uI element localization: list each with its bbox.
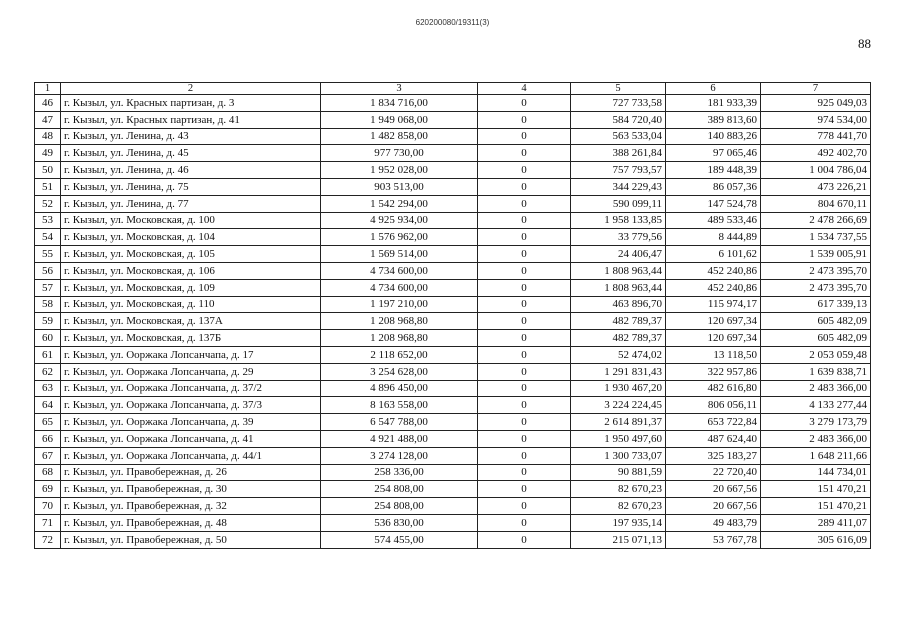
amount-cell: 1 482 858,00: [321, 128, 478, 145]
amount-cell: 2 483 366,00: [761, 380, 871, 397]
amount-cell: 2 473 395,70: [761, 262, 871, 279]
zero-cell: 0: [478, 128, 571, 145]
address-cell: г. Кызыл, ул. Правобережная, д. 48: [61, 514, 321, 531]
amount-cell: 977 730,00: [321, 145, 478, 162]
table-row: [35, 430, 871, 447]
column-header: 4: [478, 83, 571, 95]
zero-cell: 0: [478, 246, 571, 263]
amount-cell: 1 576 962,00: [321, 229, 478, 246]
address-cell: г. Кызыл, ул. Ленина, д. 43: [61, 128, 321, 145]
table-row: [35, 111, 871, 128]
amount-cell: 4 925 934,00: [321, 212, 478, 229]
amount-cell: 605 482,09: [761, 330, 871, 347]
address-cell: г. Кызыл, ул. Правобережная, д. 30: [61, 481, 321, 498]
amount-cell: 563 533,04: [571, 128, 666, 145]
amount-cell: 1 542 294,00: [321, 195, 478, 212]
page-number: 88: [858, 36, 871, 51]
zero-cell: 0: [478, 313, 571, 330]
amount-cell: 52 474,02: [571, 346, 666, 363]
amount-cell: 197 935,14: [571, 514, 666, 531]
amount-cell: 181 933,39: [666, 95, 761, 112]
address-cell: г. Кызыл, ул. Московская, д. 106: [61, 262, 321, 279]
column-header: 6: [666, 83, 761, 95]
amount-cell: 617 339,13: [761, 296, 871, 313]
address-cell: г. Кызыл, ул. Ооржака Лопсанчапа, д. 29: [61, 363, 321, 380]
row-number: 53: [35, 212, 61, 229]
address-cell: г. Кызыл, ул. Правобережная, д. 32: [61, 498, 321, 515]
amount-cell: 1 952 028,00: [321, 162, 478, 179]
amount-cell: 8 163 558,00: [321, 397, 478, 414]
amount-cell: 1 291 831,43: [571, 363, 666, 380]
zero-cell: 0: [478, 195, 571, 212]
zero-cell: 0: [478, 162, 571, 179]
amount-cell: 144 734,01: [761, 464, 871, 481]
amount-cell: 1 569 514,00: [321, 246, 478, 263]
zero-cell: 0: [478, 380, 571, 397]
row-number: 69: [35, 481, 61, 498]
amount-cell: 487 624,40: [666, 430, 761, 447]
table-row: [35, 514, 871, 531]
zero-cell: 0: [478, 212, 571, 229]
amount-cell: 6 101,62: [666, 246, 761, 263]
zero-cell: 0: [478, 111, 571, 128]
amount-cell: 1 639 838,71: [761, 363, 871, 380]
table-row: [35, 414, 871, 431]
zero-cell: 0: [478, 464, 571, 481]
row-number: 65: [35, 414, 61, 431]
amount-cell: 254 808,00: [321, 481, 478, 498]
amount-cell: 536 830,00: [321, 514, 478, 531]
amount-cell: 258 336,00: [321, 464, 478, 481]
zero-cell: 0: [478, 330, 571, 347]
amount-cell: 3 279 173,79: [761, 414, 871, 431]
amount-cell: 804 670,11: [761, 195, 871, 212]
amount-cell: 4 921 488,00: [321, 430, 478, 447]
amount-cell: 1 300 733,07: [571, 447, 666, 464]
column-header: 2: [61, 83, 321, 95]
amount-cell: 8 444,89: [666, 229, 761, 246]
amount-cell: 151 470,21: [761, 498, 871, 515]
amount-cell: 757 793,57: [571, 162, 666, 179]
amount-cell: 3 254 628,00: [321, 363, 478, 380]
amount-cell: 4 896 450,00: [321, 380, 478, 397]
zero-cell: 0: [478, 498, 571, 515]
amount-cell: 82 670,23: [571, 481, 666, 498]
amount-cell: 925 049,03: [761, 95, 871, 112]
header-row: [35, 83, 871, 95]
table-row: [35, 363, 871, 380]
amount-cell: 974 534,00: [761, 111, 871, 128]
amount-cell: 6 547 788,00: [321, 414, 478, 431]
row-number: 71: [35, 514, 61, 531]
zero-cell: 0: [478, 178, 571, 195]
zero-cell: 0: [478, 95, 571, 112]
row-number: 48: [35, 128, 61, 145]
column-header: 5: [571, 83, 666, 95]
row-number: 62: [35, 363, 61, 380]
address-cell: г. Кызыл, ул. Красных партизан, д. 3: [61, 95, 321, 112]
amount-cell: 1 950 497,60: [571, 430, 666, 447]
amount-cell: 574 455,00: [321, 531, 478, 548]
amount-cell: 1 930 467,20: [571, 380, 666, 397]
row-number: 46: [35, 95, 61, 112]
table-row: [35, 481, 871, 498]
row-number: 51: [35, 178, 61, 195]
row-number: 70: [35, 498, 61, 515]
amount-cell: 1 949 068,00: [321, 111, 478, 128]
table-row: [35, 162, 871, 179]
address-cell: г. Кызыл, ул. Московская, д. 137Б: [61, 330, 321, 347]
address-cell: г. Кызыл, ул. Красных партизан, д. 41: [61, 111, 321, 128]
amount-cell: 584 720,40: [571, 111, 666, 128]
amount-cell: 3 224 224,45: [571, 397, 666, 414]
amount-cell: 322 957,86: [666, 363, 761, 380]
address-cell: г. Кызыл, ул. Московская, д. 109: [61, 279, 321, 296]
zero-cell: 0: [478, 481, 571, 498]
row-number: 50: [35, 162, 61, 179]
amount-cell: 1 648 211,66: [761, 447, 871, 464]
amount-cell: 215 071,13: [571, 531, 666, 548]
table-row: [35, 279, 871, 296]
address-cell: г. Кызыл, ул. Московская, д. 137А: [61, 313, 321, 330]
table-row: [35, 178, 871, 195]
amount-cell: 325 183,27: [666, 447, 761, 464]
amount-cell: 389 813,60: [666, 111, 761, 128]
column-header: 1: [35, 83, 61, 95]
amount-cell: 1 834 716,00: [321, 95, 478, 112]
table-row: [35, 531, 871, 548]
amount-cell: 778 441,70: [761, 128, 871, 145]
amount-cell: 2 118 652,00: [321, 346, 478, 363]
amount-cell: 90 881,59: [571, 464, 666, 481]
zero-cell: 0: [478, 363, 571, 380]
row-number: 58: [35, 296, 61, 313]
zero-cell: 0: [478, 262, 571, 279]
table-row: [35, 498, 871, 515]
zero-cell: 0: [478, 531, 571, 548]
table-row: [35, 145, 871, 162]
address-cell: г. Кызыл, ул. Ооржака Лопсанчапа, д. 37/2: [61, 380, 321, 397]
amount-cell: 605 482,09: [761, 313, 871, 330]
amount-cell: 903 513,00: [321, 178, 478, 195]
row-number: 57: [35, 279, 61, 296]
amount-cell: 2 478 266,69: [761, 212, 871, 229]
amount-cell: 82 670,23: [571, 498, 666, 515]
zero-cell: 0: [478, 414, 571, 431]
amount-cell: 463 896,70: [571, 296, 666, 313]
amount-cell: 189 448,39: [666, 162, 761, 179]
amount-cell: 1 808 963,44: [571, 262, 666, 279]
amount-cell: 727 733,58: [571, 95, 666, 112]
amount-cell: 33 779,56: [571, 229, 666, 246]
table-row: [35, 229, 871, 246]
zero-cell: 0: [478, 296, 571, 313]
table-row: [35, 212, 871, 229]
amount-cell: 115 974,17: [666, 296, 761, 313]
row-number: 66: [35, 430, 61, 447]
amount-cell: 492 402,70: [761, 145, 871, 162]
table-row: [35, 464, 871, 481]
row-number: 63: [35, 380, 61, 397]
column-header: 7: [761, 83, 871, 95]
address-cell: г. Кызыл, ул. Московская, д. 110: [61, 296, 321, 313]
row-number: 64: [35, 397, 61, 414]
table-body: [35, 83, 871, 549]
amount-cell: 49 483,79: [666, 514, 761, 531]
row-number: 59: [35, 313, 61, 330]
amount-cell: 1 808 963,44: [571, 279, 666, 296]
amount-cell: 388 261,84: [571, 145, 666, 162]
amount-cell: 2 483 366,00: [761, 430, 871, 447]
row-number: 54: [35, 229, 61, 246]
amount-cell: 1 958 133,85: [571, 212, 666, 229]
row-number: 67: [35, 447, 61, 464]
amount-cell: 1 534 737,55: [761, 229, 871, 246]
amount-cell: 473 226,21: [761, 178, 871, 195]
address-cell: г. Кызыл, ул. Ленина, д. 45: [61, 145, 321, 162]
amount-cell: 120 697,34: [666, 330, 761, 347]
table-row: [35, 380, 871, 397]
address-cell: г. Кызыл, ул. Ленина, д. 46: [61, 162, 321, 179]
table-row: [35, 397, 871, 414]
amount-cell: 13 118,50: [666, 346, 761, 363]
amount-cell: 4 734 600,00: [321, 279, 478, 296]
zero-cell: 0: [478, 346, 571, 363]
table-row: [35, 346, 871, 363]
row-number: 55: [35, 246, 61, 263]
address-cell: г. Кызыл, ул. Ооржака Лопсанчапа, д. 17: [61, 346, 321, 363]
table-row: [35, 128, 871, 145]
amount-cell: 305 616,09: [761, 531, 871, 548]
amount-cell: 120 697,34: [666, 313, 761, 330]
amount-cell: 1 208 968,80: [321, 330, 478, 347]
amount-cell: 482 789,37: [571, 313, 666, 330]
amount-cell: 452 240,86: [666, 279, 761, 296]
amount-cell: 22 720,40: [666, 464, 761, 481]
row-number: 68: [35, 464, 61, 481]
table-row: [35, 447, 871, 464]
amount-cell: 489 533,46: [666, 212, 761, 229]
amount-cell: 24 406,47: [571, 246, 666, 263]
amount-cell: 147 524,78: [666, 195, 761, 212]
address-cell: г. Кызыл, ул. Ооржака Лопсанчапа, д. 41: [61, 430, 321, 447]
amount-cell: 1 539 005,91: [761, 246, 871, 263]
table-row: [35, 195, 871, 212]
table-row: [35, 296, 871, 313]
amount-cell: 151 470,21: [761, 481, 871, 498]
table-row: [35, 313, 871, 330]
zero-cell: 0: [478, 514, 571, 531]
address-cell: г. Кызыл, ул. Московская, д. 104: [61, 229, 321, 246]
address-cell: г. Кызыл, ул. Правобережная, д. 26: [61, 464, 321, 481]
amount-cell: 2 053 059,48: [761, 346, 871, 363]
address-table: [34, 82, 871, 549]
zero-cell: 0: [478, 397, 571, 414]
amount-cell: 1 197 210,00: [321, 296, 478, 313]
amount-cell: 140 883,26: [666, 128, 761, 145]
row-number: 60: [35, 330, 61, 347]
amount-cell: 653 722,84: [666, 414, 761, 431]
amount-cell: 590 099,11: [571, 195, 666, 212]
address-cell: г. Кызыл, ул. Ленина, д. 75: [61, 178, 321, 195]
address-cell: г. Кызыл, ул. Правобережная, д. 50: [61, 531, 321, 548]
zero-cell: 0: [478, 229, 571, 246]
amount-cell: 289 411,07: [761, 514, 871, 531]
table-row: [35, 95, 871, 112]
amount-cell: 1 208 968,80: [321, 313, 478, 330]
amount-cell: 20 667,56: [666, 498, 761, 515]
address-cell: г. Кызыл, ул. Московская, д. 105: [61, 246, 321, 263]
amount-cell: 2 473 395,70: [761, 279, 871, 296]
row-number: 47: [35, 111, 61, 128]
row-number: 52: [35, 195, 61, 212]
row-number: 61: [35, 346, 61, 363]
amount-cell: 3 274 128,00: [321, 447, 478, 464]
amount-cell: 4 133 277,44: [761, 397, 871, 414]
amount-cell: 344 229,43: [571, 178, 666, 195]
table-row: [35, 262, 871, 279]
table-row: [35, 330, 871, 347]
amount-cell: 482 789,37: [571, 330, 666, 347]
zero-cell: 0: [478, 447, 571, 464]
amount-cell: 20 667,56: [666, 481, 761, 498]
address-cell: г. Кызыл, ул. Ленина, д. 77: [61, 195, 321, 212]
amount-cell: 4 734 600,00: [321, 262, 478, 279]
amount-cell: 254 808,00: [321, 498, 478, 515]
address-cell: г. Кызыл, ул. Ооржака Лопсанчапа, д. 44/1: [61, 447, 321, 464]
zero-cell: 0: [478, 145, 571, 162]
amount-cell: 53 767,78: [666, 531, 761, 548]
amount-cell: 2 614 891,37: [571, 414, 666, 431]
address-cell: г. Кызыл, ул. Ооржака Лопсанчапа, д. 39: [61, 414, 321, 431]
table-row: [35, 246, 871, 263]
amount-cell: 482 616,80: [666, 380, 761, 397]
address-cell: г. Кызыл, ул. Ооржака Лопсанчапа, д. 37/3: [61, 397, 321, 414]
row-number: 56: [35, 262, 61, 279]
row-number: 72: [35, 531, 61, 548]
amount-cell: 97 065,46: [666, 145, 761, 162]
amount-cell: 86 057,36: [666, 178, 761, 195]
zero-cell: 0: [478, 430, 571, 447]
amount-cell: 806 056,11: [666, 397, 761, 414]
zero-cell: 0: [478, 279, 571, 296]
column-header: 3: [321, 83, 478, 95]
address-cell: г. Кызыл, ул. Московская, д. 100: [61, 212, 321, 229]
document-code: 620200080/19311(3): [415, 18, 490, 27]
amount-cell: 1 004 786,04: [761, 162, 871, 179]
amount-cell: 452 240,86: [666, 262, 761, 279]
row-number: 49: [35, 145, 61, 162]
